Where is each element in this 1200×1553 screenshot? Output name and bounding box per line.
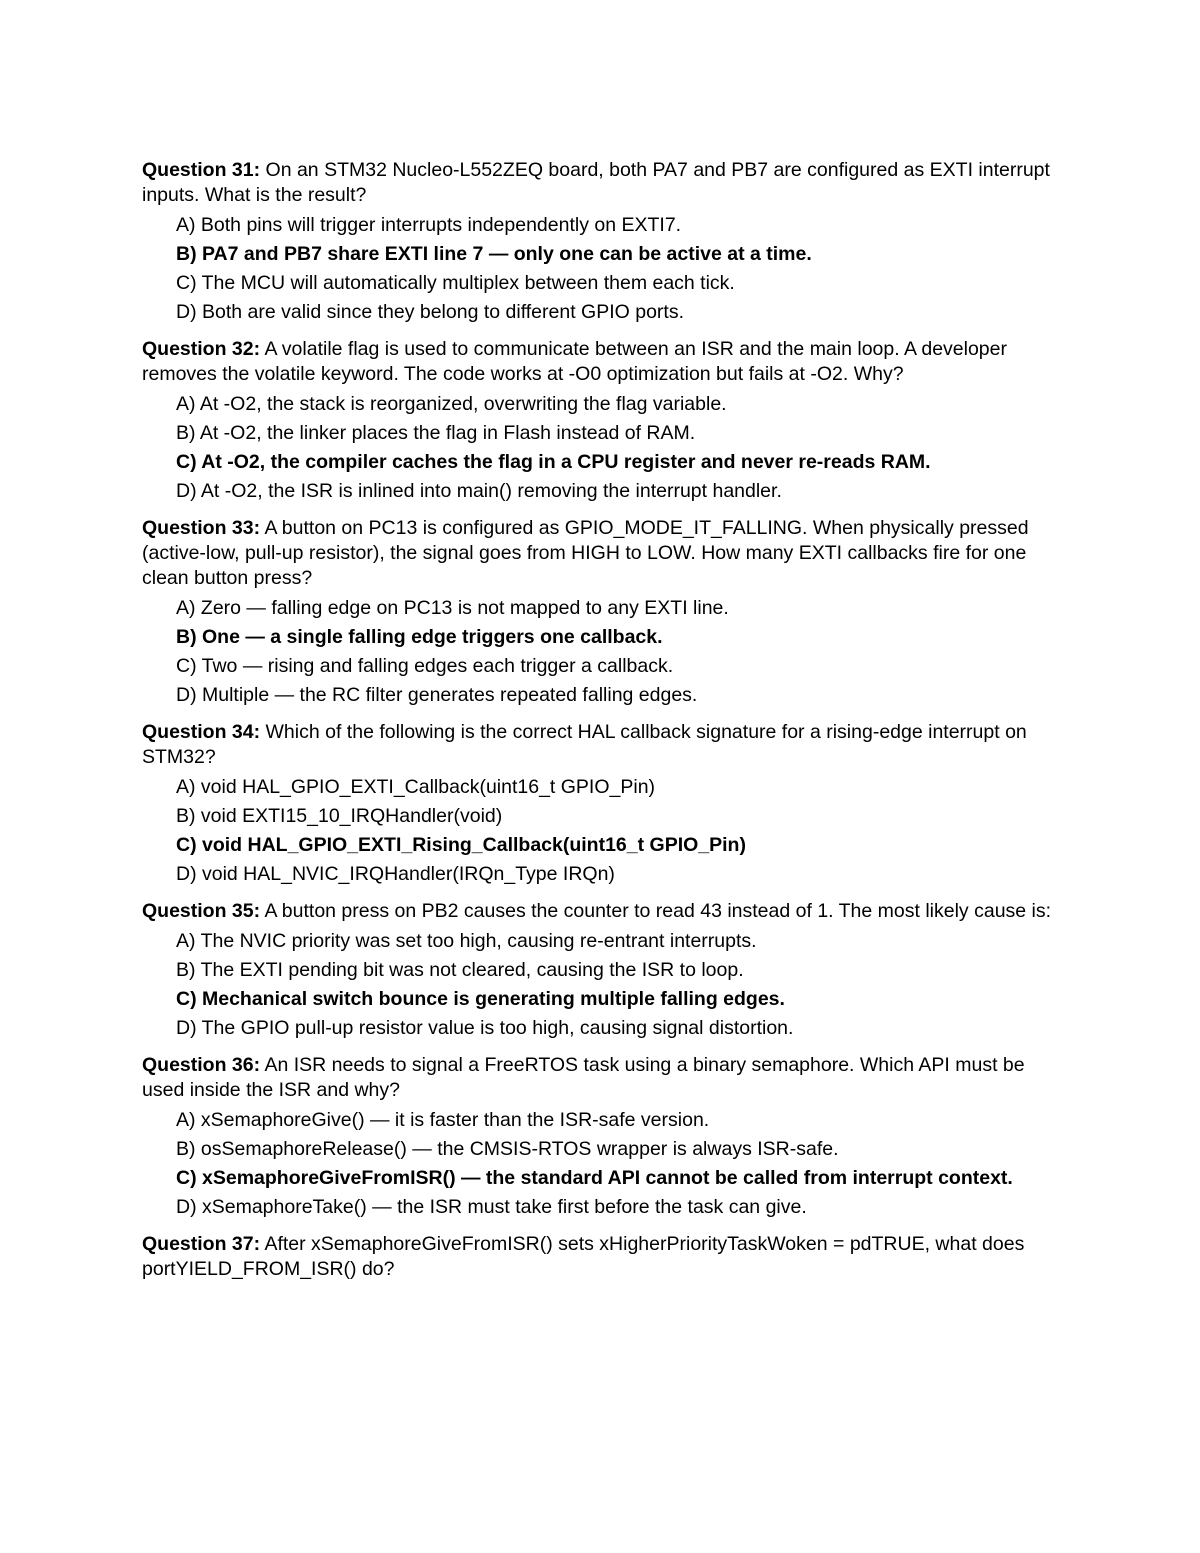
question-text: After xSemaphoreGiveFromISR() sets xHigherPriorityTaskWoken = pdTRUE, what does portYIELD_FROM_ISR() do? <box>142 1233 1025 1280</box>
answer-option-c: C) The MCU will automatically multiplex between them each tick. <box>176 272 735 294</box>
question-35 <box>142 899 1072 1041</box>
question-text: An ISR needs to signal a FreeRTOS task using a binary semaphore. Which API must be used inside the ISR and why? <box>142 1054 1025 1101</box>
answer-option-a: A) Both pins will trigger interrupts independently on EXTI7. <box>176 214 682 236</box>
answer-options <box>142 213 1072 325</box>
question-stem <box>142 899 1072 924</box>
question-label: Question 35: <box>142 900 261 922</box>
question-label: Question 32: <box>142 338 261 360</box>
answer-option-d: D) Multiple — the RC filter generates repeated falling edges. <box>176 684 698 706</box>
question-label: Question 37: <box>142 1233 261 1255</box>
answer-option-b-correct: B) One — a single falling edge triggers one callback. <box>176 626 663 648</box>
question-text: Which of the following is the correct HAL callback signature for a rising-edge interrupt on STM32? <box>142 721 1027 768</box>
question-stem <box>142 1232 1072 1282</box>
question-label: Question 33: <box>142 517 261 539</box>
answer-option-b: B) void EXTI15_10_IRQHandler(void) <box>176 805 503 827</box>
question-label: Question 31: <box>142 159 261 181</box>
answer-option-c-correct: C) xSemaphoreGiveFromISR() — the standard API cannot be called from interrupt context. <box>176 1167 1013 1189</box>
answer-options <box>142 596 1072 708</box>
question-text: A volatile flag is used to communicate between an ISR and the main loop. A developer removes the volatile keyword. The code works at -O0 optimization but fails at -O2. Why? <box>142 338 1007 385</box>
answer-option-a: A) Zero — falling edge on PC13 is not mapped to any EXTI line. <box>176 597 729 619</box>
question-stem <box>142 720 1072 770</box>
answer-option-d: D) The GPIO pull-up resistor value is too high, causing signal distortion. <box>176 1017 794 1039</box>
answer-option-c: C) Two — rising and falling edges each trigger a callback. <box>176 655 674 677</box>
question-34 <box>142 720 1072 887</box>
question-stem <box>142 516 1072 591</box>
answer-option-c-correct: C) At -O2, the compiler caches the flag in a CPU register and never re-reads RAM. <box>176 451 931 473</box>
answer-options <box>142 1108 1072 1220</box>
answer-options <box>142 392 1072 504</box>
question-list <box>142 158 1072 1294</box>
question-text: A button on PC13 is configured as GPIO_MODE_IT_FALLING. When physically pressed (active-low, pull-up resistor), the signal goes from HIGH to LOW. How many EXTI callbacks fire for one clean button press? <box>142 517 1029 589</box>
answer-option-b-correct: B) PA7 and PB7 share EXTI line 7 — only one can be active at a time. <box>176 243 812 265</box>
question-32 <box>142 337 1072 504</box>
answer-option-b: B) The EXTI pending bit was not cleared, causing the ISR to loop. <box>176 959 744 981</box>
answer-option-a: A) xSemaphoreGive() — it is faster than the ISR-safe version. <box>176 1109 710 1131</box>
answer-options <box>142 775 1072 887</box>
answer-option-b: B) osSemaphoreRelease() — the CMSIS-RTOS wrapper is always ISR-safe. <box>176 1138 839 1160</box>
answer-option-a: A) void HAL_GPIO_EXTI_Callback(uint16_t GPIO_Pin) <box>176 776 656 798</box>
answer-option-c-correct: C) void HAL_GPIO_EXTI_Rising_Callback(uint16_t GPIO_Pin) <box>176 834 746 856</box>
answer-option-c-correct: C) Mechanical switch bounce is generating multiple falling edges. <box>176 988 785 1010</box>
question-label: Question 34: <box>142 721 261 743</box>
answer-option-d: D) At -O2, the ISR is inlined into main() removing the interrupt handler. <box>176 480 782 502</box>
answer-option-b: B) At -O2, the linker places the flag in Flash instead of RAM. <box>176 422 696 444</box>
question-text: On an STM32 Nucleo-L552ZEQ board, both PA7 and PB7 are configured as EXTI interrupt inputs. What is the result? <box>142 159 1050 206</box>
answer-option-d: D) xSemaphoreTake() — the ISR must take first before the task can give. <box>176 1196 807 1218</box>
question-stem <box>142 158 1072 208</box>
answer-option-d: D) void HAL_NVIC_IRQHandler(IRQn_Type IRQn) <box>176 863 615 885</box>
question-36 <box>142 1053 1072 1220</box>
answer-option-d: D) Both are valid since they belong to different GPIO ports. <box>176 301 684 323</box>
question-31 <box>142 158 1072 325</box>
question-33 <box>142 516 1072 708</box>
question-label: Question 36: <box>142 1054 261 1076</box>
question-text: A button press on PB2 causes the counter to read 43 instead of 1. The most likely cause is: <box>260 900 1052 922</box>
answer-option-a: A) At -O2, the stack is reorganized, overwriting the flag variable. <box>176 393 727 415</box>
question-stem <box>142 337 1072 387</box>
answer-option-a: A) The NVIC priority was set too high, causing re-entrant interrupts. <box>176 930 757 952</box>
question-stem <box>142 1053 1072 1103</box>
question-37 <box>142 1232 1072 1282</box>
answer-options <box>142 929 1072 1041</box>
